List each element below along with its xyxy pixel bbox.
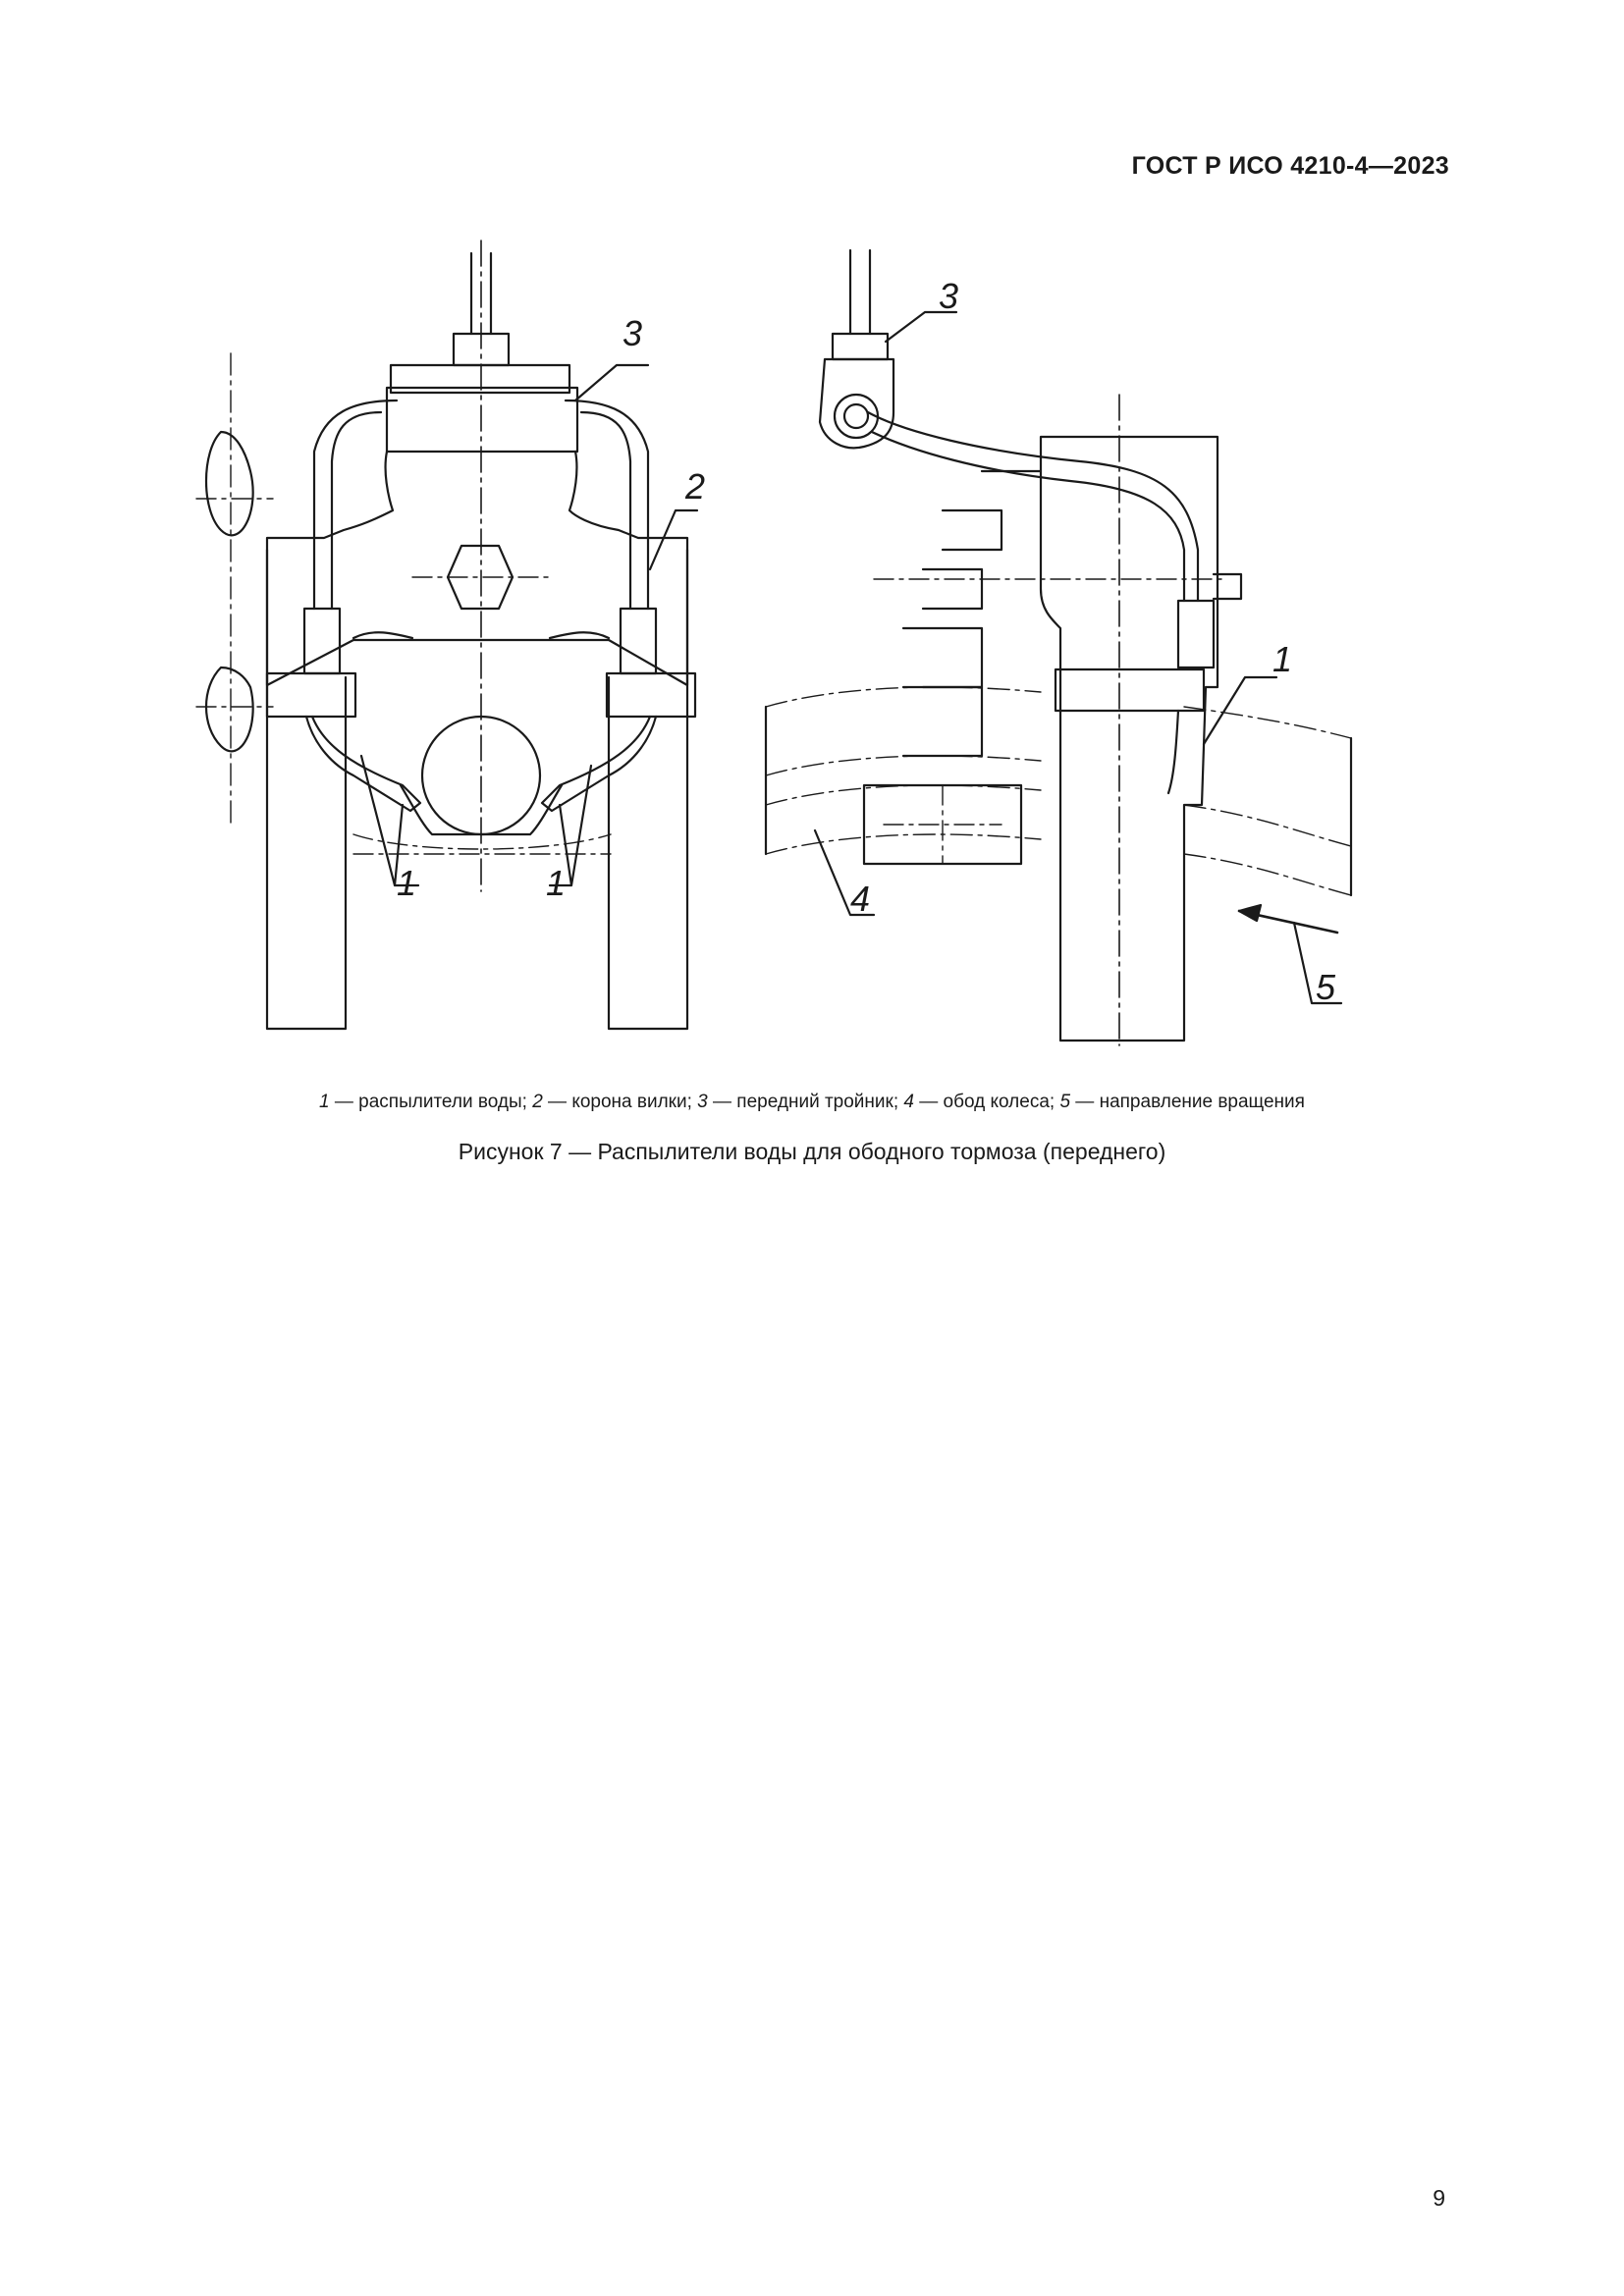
page-number: 9 [1433,2185,1445,2211]
callout-4-side: 4 [850,879,871,919]
legend-num: 1 [319,1092,330,1112]
document-standard-number: ГОСТ Р ИСО 4210-4—2023 [1131,152,1449,180]
figure-caption: Рисунок 7 — Распылители воды для ободного тормоза (переднего) [458,1139,1166,1164]
figure-7-drawing [0,0,1624,1080]
callout-1-side: 1 [1272,639,1293,679]
callout-3-side: 3 [939,276,959,316]
legend-text: — обод колеса; [913,1092,1060,1112]
front-view-drawing [196,240,697,1029]
side-view-drawing [766,250,1351,1045]
figure-legend [0,1092,1624,1113]
legend-num: 5 [1059,1092,1071,1112]
callout-1-front-left: 1 [397,863,417,903]
legend-text: — передний тройник; [707,1092,904,1112]
callout-1-front-right: 1 [546,863,567,903]
legend-num: 2 [532,1092,543,1112]
legend-num: 4 [903,1092,914,1112]
legend-text: — корона вилки; [542,1092,698,1112]
callout-3-front: 3 [623,313,643,353]
legend-text: — направление вращения [1070,1092,1305,1112]
callout-5-side: 5 [1316,967,1336,1007]
legend-text: — распылители воды; [329,1092,533,1112]
callout-2-front: 2 [685,466,706,507]
legend-num: 3 [697,1092,708,1112]
